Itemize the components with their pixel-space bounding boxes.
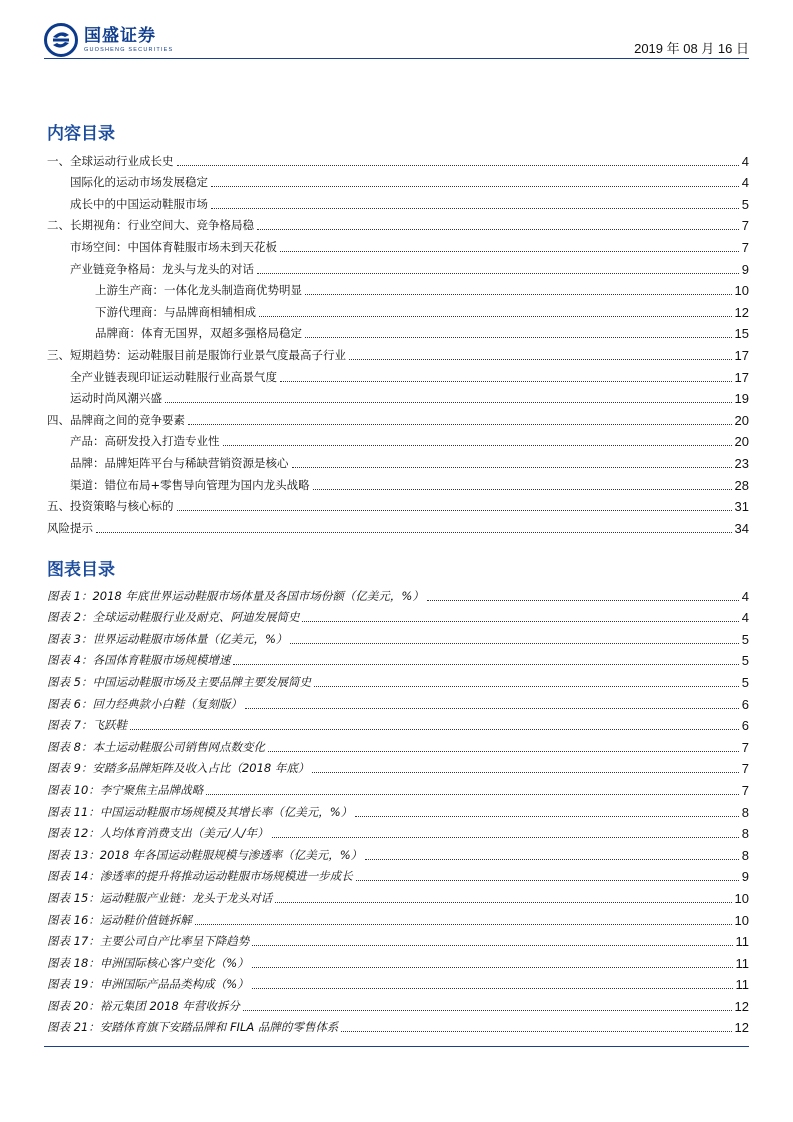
- toc-entry-page: 34: [734, 520, 749, 536]
- figure-entry[interactable]: [47, 712, 749, 734]
- figure-entry[interactable]: [47, 928, 749, 950]
- toc-entry-text: 国际化的运动市场发展稳定: [70, 175, 208, 190]
- figure-entry-page: 6: [741, 696, 749, 712]
- leader-dots: [305, 293, 732, 295]
- figure-entry-text: 图表 8：本土运动鞋服公司销售网点数变化: [47, 739, 265, 754]
- figure-entry-text: 图表 11：中国运动鞋服市场规模及其增长率（亿美元，%）: [47, 804, 353, 819]
- leader-dots: [165, 401, 732, 403]
- leader-dots: [252, 944, 732, 946]
- figure-entry-text: 图表 2：全球运动鞋服行业及耐克、阿迪发展简史: [47, 610, 300, 625]
- leader-dots: [427, 599, 739, 601]
- figure-entry-page: 8: [741, 804, 749, 820]
- figure-entry-text: 图表 12：人均体育消费支出（美元/人/年）: [47, 826, 269, 841]
- leader-dots: [188, 423, 732, 425]
- leader-dots: [313, 488, 732, 490]
- figure-entry[interactable]: [47, 668, 749, 690]
- figure-entry[interactable]: [47, 582, 749, 604]
- figure-entry-text: 图表 20：裕元集团 2018 年营收拆分: [47, 998, 240, 1013]
- leader-dots: [314, 685, 739, 687]
- leader-dots: [211, 185, 739, 187]
- toc-entry[interactable]: [47, 341, 749, 363]
- figure-entry-page: 5: [741, 653, 749, 669]
- toc-entry-text: 上游生产商：一体化龙头制造商优势明显: [95, 283, 302, 298]
- figure-entry[interactable]: [47, 971, 749, 993]
- figure-entry[interactable]: [47, 1014, 749, 1036]
- leader-dots: [355, 815, 739, 817]
- leader-dots: [195, 923, 732, 925]
- toc-entry-page: 7: [741, 218, 749, 234]
- leader-dots: [177, 164, 739, 166]
- leader-dots: [280, 250, 739, 252]
- figure-entry-page: 4: [741, 588, 749, 604]
- figure-entry-page: 11: [735, 934, 749, 950]
- figure-entry[interactable]: [47, 733, 749, 755]
- figure-entry[interactable]: [47, 604, 749, 626]
- toc-entry[interactable]: [47, 255, 749, 277]
- figure-entry[interactable]: [47, 863, 749, 885]
- leader-dots: [275, 901, 731, 903]
- figure-entry-page: 8: [741, 826, 749, 842]
- figure-entry-text: 图表 19：申洲国际产品品类构成（%）: [47, 977, 249, 992]
- leader-dots: [356, 879, 739, 881]
- figure-entry-page: 6: [741, 718, 749, 734]
- toc-entry-text: 成长中的中国运动鞋服市场: [70, 196, 208, 211]
- leader-dots: [206, 793, 738, 795]
- leader-dots: [305, 336, 732, 338]
- figure-entry[interactable]: [47, 841, 749, 863]
- toc-entry[interactable]: [47, 449, 749, 471]
- toc-entry[interactable]: [47, 385, 749, 407]
- figure-entry-text: 图表 3：世界运动鞋服市场体量（亿美元，%）: [47, 631, 288, 646]
- toc-entry-text: 五、投资策略与核心标的: [47, 499, 174, 514]
- figure-entry-text: 图表 17：主要公司自产比率呈下降趋势: [47, 934, 250, 949]
- leader-dots: [349, 358, 732, 360]
- figure-entry-text: 图表 14：渗透率的提升将推动运动鞋服市场规模进一步成长: [47, 869, 353, 884]
- leader-dots: [257, 228, 739, 230]
- leader-dots: [252, 987, 733, 989]
- figure-entry-text: 图表 4：各国体育鞋服市场规模增速: [47, 653, 231, 668]
- figure-entry-text: 图表 21：安踏体育旗下安踏品牌和 FILA 品牌的零售体系: [47, 1020, 339, 1035]
- toc-entry-text: 产业链竞争格局：龙头与龙头的对话: [70, 261, 254, 276]
- toc-entry-text: 风险提示: [47, 520, 93, 535]
- leader-dots: [177, 509, 732, 511]
- toc-title: 内容目录: [47, 124, 115, 144]
- figure-entry-text: 图表 10：李宁聚焦主品牌战略: [47, 782, 204, 797]
- toc-entry[interactable]: [47, 428, 749, 450]
- figure-entry[interactable]: [47, 798, 749, 820]
- figure-entry[interactable]: [47, 906, 749, 928]
- leader-dots: [268, 750, 739, 752]
- figure-entry-page: 7: [741, 739, 749, 755]
- figure-entry-text: 图表 13：2018 年各国运动鞋服规模与渗透率（亿美元，%）: [47, 847, 363, 862]
- header-divider: [44, 58, 749, 59]
- toc-entry-page: 15: [734, 326, 749, 342]
- toc-entry[interactable]: [47, 233, 749, 255]
- leader-dots: [302, 620, 738, 622]
- toc-entry[interactable]: [47, 514, 749, 536]
- toc-entry-page: 4: [741, 175, 749, 191]
- leader-dots: [341, 1030, 731, 1032]
- figure-entry-page: 12: [734, 1020, 749, 1036]
- leader-dots: [245, 707, 739, 709]
- toc-entry-page: 4: [741, 153, 749, 169]
- toc-entry-page: 28: [734, 477, 749, 493]
- toc-entry-page: 10: [734, 283, 749, 299]
- toc-entry-page: 31: [734, 499, 749, 515]
- figure-entry-page: 5: [741, 674, 749, 690]
- leader-dots: [272, 836, 739, 838]
- leader-dots: [252, 966, 733, 968]
- toc-entry[interactable]: [47, 363, 749, 385]
- toc-entry-page: 9: [741, 261, 749, 277]
- leader-dots: [130, 728, 739, 730]
- toc-entry-text: 产品：高研发投入打造专业性: [70, 434, 220, 449]
- toc-entry[interactable]: [47, 471, 749, 493]
- leader-dots: [257, 272, 739, 274]
- figure-entry[interactable]: [47, 625, 749, 647]
- figure-entry[interactable]: [47, 647, 749, 669]
- figure-entry-text: 图表 1：2018 年底世界运动鞋服市场体量及各国市场份额（亿美元，%）: [47, 588, 424, 603]
- figure-entry-text: 图表 5：中国运动鞋服市场及主要品牌主要发展简史: [47, 674, 311, 689]
- figure-entry[interactable]: [47, 755, 749, 777]
- figure-entry-text: 图表 15：运动鞋服产业链：龙头于龙头对话: [47, 890, 273, 905]
- figure-entry-page: 7: [741, 761, 749, 777]
- logo-chinese-name: 国盛证券: [84, 26, 156, 46]
- toc-entry-page: 5: [741, 196, 749, 212]
- leader-dots: [259, 315, 732, 317]
- leader-dots: [243, 1009, 732, 1011]
- figure-entry-page: 7: [741, 782, 749, 798]
- figure-entry[interactable]: [47, 820, 749, 842]
- leader-dots: [211, 207, 739, 209]
- figure-entry-page: 10: [734, 890, 749, 906]
- toc-entry[interactable]: [47, 298, 749, 320]
- leader-dots: [233, 663, 738, 665]
- figure-entry-text: 图表 9：安踏多品牌矩阵及收入占比（2018 年底）: [47, 761, 310, 776]
- toc-entry[interactable]: [47, 320, 749, 342]
- figure-entry-page: 4: [741, 610, 749, 626]
- guosheng-logo-icon: [44, 23, 78, 57]
- leader-dots: [223, 444, 732, 446]
- toc-entry[interactable]: [47, 277, 749, 299]
- toc-entry-text: 渠道：错位布局+零售导向管理为国内龙头战略: [70, 477, 310, 492]
- page-header: [44, 20, 749, 60]
- leader-dots: [290, 642, 738, 644]
- footer-divider: [44, 1046, 749, 1047]
- figures-title: 图表目录: [47, 560, 115, 580]
- leader-dots: [365, 858, 739, 860]
- toc-entry[interactable]: [47, 190, 749, 212]
- toc-entry[interactable]: [47, 493, 749, 515]
- toc-list: [47, 147, 749, 536]
- toc-entry-text: 一、全球运动行业成长史: [47, 153, 174, 168]
- figure-entry-page: 9: [741, 869, 749, 885]
- figure-entry-page: 11: [735, 977, 749, 993]
- toc-entry-page: 20: [734, 434, 749, 450]
- figure-entry-text: 图表 6：回力经典款小白鞋（复刻版）: [47, 696, 242, 711]
- figure-entry-text: 图表 7：飞跃鞋: [47, 718, 127, 733]
- figure-entry-page: 5: [741, 631, 749, 647]
- figure-entry-page: 12: [734, 998, 749, 1014]
- toc-entry-text: 三、短期趋势：运动鞋服目前是服饰行业景气度最高子行业: [47, 347, 346, 362]
- toc-entry-text: 市场空间：中国体育鞋服市场未到天花板: [70, 239, 277, 254]
- figure-entry-page: 8: [741, 847, 749, 863]
- toc-entry-page: 17: [734, 347, 749, 363]
- figure-entry[interactable]: [47, 992, 749, 1014]
- toc-entry[interactable]: [47, 147, 749, 169]
- figure-list: [47, 582, 749, 1035]
- figure-entry-page: 10: [734, 912, 749, 928]
- figure-entry[interactable]: [47, 949, 749, 971]
- leader-dots: [280, 380, 732, 382]
- toc-entry-page: 19: [734, 391, 749, 407]
- toc-entry-text: 全产业链表现印证运动鞋服行业高景气度: [70, 369, 277, 384]
- toc-entry-page: 7: [741, 239, 749, 255]
- toc-entry-page: 12: [734, 304, 749, 320]
- toc-entry-text: 品牌：品牌矩阵平台与稀缺营销资源是核心: [70, 455, 289, 470]
- leader-dots: [312, 771, 738, 773]
- figure-entry[interactable]: [47, 690, 749, 712]
- leader-dots: [96, 531, 732, 533]
- figure-entry-text: 图表 16：运动鞋价值链拆解: [47, 912, 192, 927]
- toc-entry[interactable]: [47, 406, 749, 428]
- figure-entry-page: 11: [735, 955, 749, 971]
- figure-entry-text: 图表 18：申洲国际核心客户变化（%）: [47, 955, 249, 970]
- figure-entry[interactable]: [47, 776, 749, 798]
- logo-english-name: GUOSHENG SECURITIES: [84, 47, 174, 53]
- report-date: 2019 年 08 月 16 日: [634, 41, 749, 56]
- toc-entry-page: 23: [734, 455, 749, 471]
- toc-entry-text: 二、长期视角：行业空间大、竞争格局稳: [47, 218, 254, 233]
- toc-entry[interactable]: [47, 169, 749, 191]
- leader-dots: [292, 466, 732, 468]
- company-logo: [44, 22, 173, 58]
- toc-entry-text: 品牌商：体育无国界，双超多强格局稳定: [95, 326, 302, 341]
- toc-entry-page: 20: [734, 412, 749, 428]
- toc-entry[interactable]: [47, 212, 749, 234]
- figure-entry[interactable]: [47, 884, 749, 906]
- toc-entry-text: 四、品牌商之间的竞争要素: [47, 412, 185, 427]
- toc-entry-text: 运动时尚风潮兴盛: [70, 391, 162, 406]
- toc-entry-text: 下游代理商：与品牌商相辅相成: [95, 304, 256, 319]
- toc-entry-page: 17: [734, 369, 749, 385]
